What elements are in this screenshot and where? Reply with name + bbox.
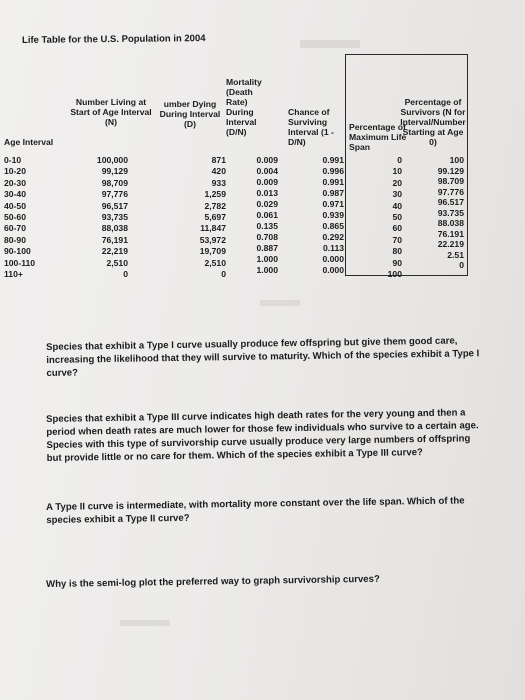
table-cell-pct-max: 90 <box>392 257 402 268</box>
table-cell-living: 100,000 <box>96 155 128 165</box>
table-cell-pct-surv: 96.517 <box>437 197 464 207</box>
table-cell-pct-surv: 76.191 <box>437 228 464 239</box>
table-cell-living: 99,129 <box>101 166 128 177</box>
table-cell-age: 60-70 <box>4 223 26 234</box>
header-mortality: Mortality (Death Rate) During Interval (D/N) <box>226 77 262 137</box>
header-chance-surviving: Chance of Surviving Interval (1 - D/N) <box>288 107 334 147</box>
table-cell-living: 93,735 <box>101 212 128 222</box>
table-cell-mortality: 0.061 <box>256 210 278 220</box>
table-cell-age: 0-10 <box>4 155 22 165</box>
table-cell-pct-max: 10 <box>392 166 402 177</box>
table-cell-age: 50-60 <box>4 212 26 222</box>
table-cell-chance: 0.000 <box>322 265 344 275</box>
question-semi-log: Why is the semi-log plot the preferred way to graph survivorship curves? <box>46 573 380 590</box>
header-number-living: Number Living at Start of Age Interval (N) <box>70 97 152 127</box>
table-cell-dying: 53,972 <box>199 234 226 245</box>
table-cell-living: 96,517 <box>101 200 128 211</box>
table-cell-chance: 0.991 <box>322 177 344 187</box>
table-cell-pct-max: 70 <box>392 234 402 245</box>
table-cell-mortality: 0.009 <box>256 177 278 187</box>
table-cell-age: 10-20 <box>4 166 26 177</box>
table-cell-dying: 0 <box>221 269 226 279</box>
header-percentage-survivors: Percentage of Survivors (N for Interval/Number Starting at Age 0) <box>400 97 466 147</box>
table-cell-pct-surv: 99.129 <box>437 165 464 176</box>
table-cell-living: 88,038 <box>101 223 128 234</box>
table-cell-living: 2,510 <box>106 257 128 268</box>
bleed-through-mark <box>120 620 170 626</box>
table-cell-pct-surv: 2.51 <box>447 249 464 260</box>
table-cell-mortality: 0.887 <box>256 243 278 253</box>
table-cell-mortality: 0.013 <box>256 188 278 198</box>
table-cell-living: 97,776 <box>101 189 128 200</box>
table-cell-mortality: 0.029 <box>256 199 278 209</box>
table-cell-age: 20-30 <box>4 177 26 188</box>
table-cell-chance: 0.939 <box>322 210 344 220</box>
table-cell-dying: 933 <box>211 177 226 188</box>
table-cell-pct-surv: 88.038 <box>437 218 464 228</box>
question-type-three: Species that exhibit a Type III curve indicates high death rates for the very young and then a period when death rates are much lower for those few individuals who survive to a certain age. Species with this type of survivorship curve usually produce very large numbers of offspring but provide little or no care for them. Which of the species exhibit a Type III curve? <box>46 407 479 464</box>
table-cell-dying: 11,847 <box>200 223 226 234</box>
table-cell-age: 80-90 <box>4 234 26 245</box>
table-cell-pct-max: 20 <box>392 177 402 188</box>
table-cell-age: 40-50 <box>4 200 26 211</box>
table-cell-living: 0 <box>123 269 128 279</box>
life-table <box>0 0 525 290</box>
table-cell-mortality: 0.004 <box>256 166 278 176</box>
table-cell-age: 110+ <box>4 269 23 279</box>
table-cell-dying: 2,510 <box>204 257 226 268</box>
table-cell-pct-max: 50 <box>392 212 402 222</box>
table-cell-pct-max: 100 <box>387 269 402 279</box>
table-cell-age: 30-40 <box>4 189 26 200</box>
table-cell-mortality: 0.135 <box>256 221 278 231</box>
table-cell-pct-max: 30 <box>392 189 402 200</box>
table-cell-mortality: 0.708 <box>256 232 278 242</box>
table-cell-living: 98,709 <box>101 177 128 188</box>
table-cell-chance: 0.996 <box>322 166 344 176</box>
table-cell-mortality: 0.009 <box>256 155 278 165</box>
question-type-one: Species that exhibit a Type I curve usually produce few offspring but give them good care, increasing the likelihood that they will survive to maturity. Which of the species exhibit a Type I curve? <box>46 335 480 379</box>
table-cell-chance: 0.292 <box>322 232 344 242</box>
table-cell-pct-surv: 100 <box>449 155 464 165</box>
bleed-through-mark <box>260 300 300 306</box>
table-cell-chance: 0.991 <box>322 155 344 165</box>
table-cell-pct-surv: 0 <box>459 260 464 270</box>
table-cell-pct-surv: 22.219 <box>437 239 464 249</box>
table-cell-chance: 0.987 <box>322 188 344 198</box>
question-type-two: A Type II curve is intermediate, with mortality more constant over the life span. Which of the species exhibit a Type II curve? <box>46 495 465 526</box>
header-percentage-max: Percentage of Maximum Life Span <box>349 122 407 152</box>
table-cell-pct-max: 80 <box>392 246 402 257</box>
table-cell-dying: 871 <box>211 155 226 165</box>
table-cell-dying: 420 <box>211 166 226 177</box>
table-cell-dying: 2,782 <box>204 200 226 211</box>
table-cell-pct-surv: 98.709 <box>437 176 464 186</box>
table-cell-living: 22,219 <box>101 246 128 257</box>
table-cell-pct-max: 0 <box>397 155 402 165</box>
table-cell-pct-max: 60 <box>392 223 402 234</box>
table-cell-dying: 5,697 <box>204 212 226 222</box>
table-cell-dying: 1,259 <box>204 189 226 200</box>
table-cell-pct-surv: 97.776 <box>437 186 464 197</box>
table-cell-pct-max: 40 <box>392 200 402 211</box>
table-cell-chance: 0.000 <box>322 254 344 264</box>
table-cell-mortality: 1.000 <box>256 265 278 275</box>
table-cell-living: 76,191 <box>101 234 128 245</box>
table-cell-chance: 0.113 <box>322 243 344 253</box>
header-number-dying: umber Dying During Interval (D) <box>159 99 221 129</box>
table-cell-age: 100-110 <box>4 257 36 268</box>
table-cell-pct-surv: 93.735 <box>437 207 464 218</box>
table-cell-dying: 19,709 <box>199 246 226 257</box>
table-cell-age: 90-100 <box>4 246 31 257</box>
table-cell-chance: 0.865 <box>322 221 344 231</box>
table-cell-chance: 0.971 <box>322 199 344 209</box>
table-cell-mortality: 1.000 <box>256 254 278 264</box>
page-title: Life Table for the U.S. Population in 2004 <box>21 33 206 46</box>
header-age-interval: Age Interval <box>4 137 54 147</box>
